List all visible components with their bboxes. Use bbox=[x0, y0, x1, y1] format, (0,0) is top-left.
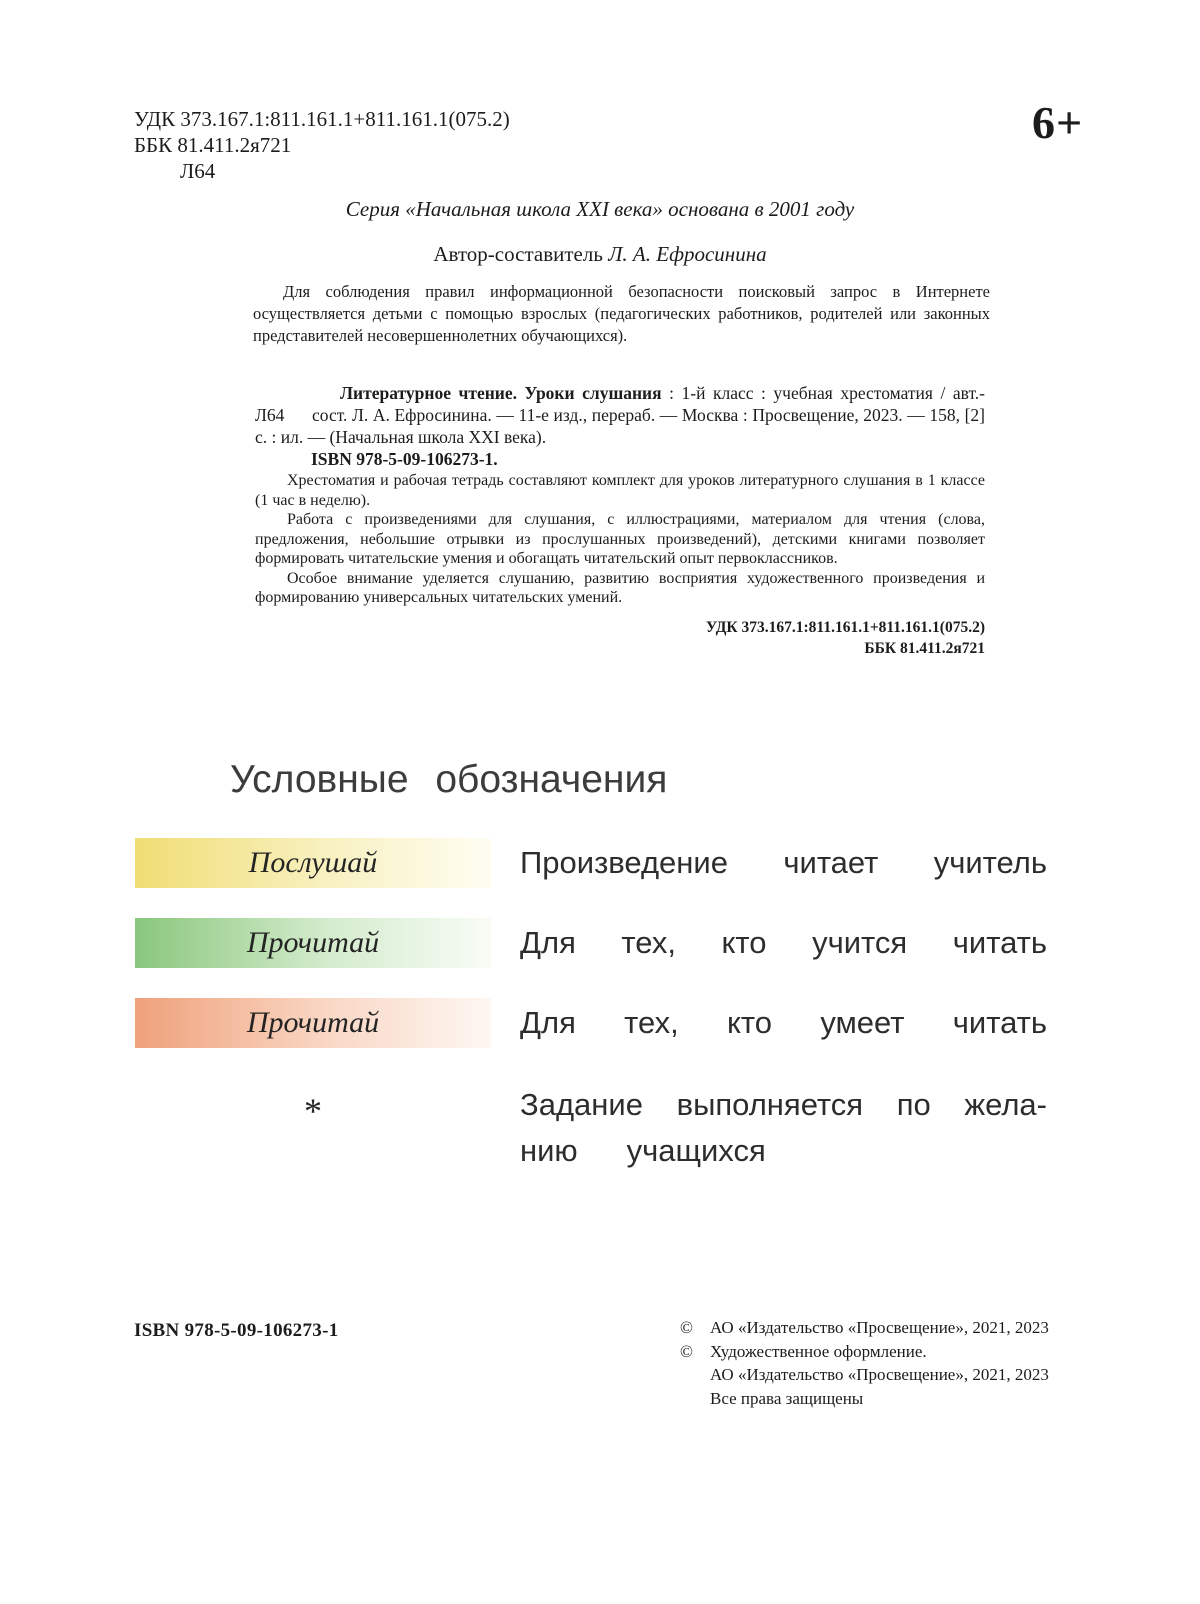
copyright-line bbox=[680, 1340, 1120, 1364]
read-badge-green-label: Прочитай bbox=[246, 926, 380, 959]
catalog-bbk: ББК 81.411.2я721 bbox=[864, 639, 985, 657]
copyright-text: Все права защищены bbox=[710, 1388, 864, 1408]
author-name: Л. А. Ефросинина bbox=[608, 242, 767, 266]
legend-row-read-learning bbox=[135, 918, 1065, 968]
catalog-entry bbox=[255, 382, 985, 448]
read-badge-green bbox=[135, 918, 491, 968]
copyright-mark bbox=[680, 1363, 710, 1387]
catalog-classification-codes bbox=[255, 617, 985, 659]
asterisk-marker bbox=[135, 1080, 491, 1130]
catalog-isbn: ISBN 978-5-09-106273-1. bbox=[311, 449, 498, 469]
legend-description bbox=[520, 1082, 1047, 1174]
listen-badge bbox=[135, 838, 491, 888]
copyright-text: АО «Издательство «Просвещение», 2021, 2023 bbox=[710, 1365, 1049, 1384]
author-sign-code: Л64 bbox=[180, 159, 216, 183]
safety-note: Для соблюдения правил информационной безопасности поисковый запрос в Интернете осуществляется детьми с помощью взрослых (педагогических работников, родителей или законных представителей несовершеннолетних обучающихся). bbox=[253, 282, 990, 345]
catalog-title-rest: : 1-й класс : учебная хрестоматия / авт.-сост. Л. А. Ефросинина. — 11-е изд., перераб. — Москва : Просвещение, 2023. — 158, [2] с. : ил. — (Начальная школа XXI века). bbox=[255, 383, 985, 447]
bbk-code: ББК 81.411.2я721 bbox=[134, 133, 292, 157]
author-line bbox=[0, 242, 1200, 267]
copyright-mark: © bbox=[680, 1318, 693, 1337]
udk-code: УДК 373.167.1:811.161.1+811.161.1(075.2) bbox=[134, 107, 510, 131]
catalog-margin-code: Л64 bbox=[255, 405, 285, 425]
legend-row-read-able bbox=[135, 998, 1065, 1048]
copyright-mark: © bbox=[680, 1341, 693, 1361]
legend-row-listen bbox=[135, 838, 1065, 888]
author-line-prefix: Автор-составитель bbox=[433, 242, 609, 266]
age-rating-badge: 6+ bbox=[1032, 97, 1084, 148]
annotation-paragraph: Работа с произведениями для слушания, с иллюстрациями, материалом для чтения (слова, предложения, небольшие отрывки из прослушанных произведений), детскими книгами позволяет формировать читательские умения и обогащать читательский опыт первоклассников. bbox=[255, 511, 985, 567]
legend-description-line: нию учащихся bbox=[520, 1133, 766, 1168]
top-classification-codes bbox=[134, 106, 510, 184]
catalog-card bbox=[255, 382, 985, 659]
legend-description: Для тех, кто умеет читать bbox=[520, 1005, 1047, 1040]
series-line: Серия «Начальная школа XXI века» основана в 2001 году bbox=[345, 197, 855, 221]
legend-title: Условные обозначения bbox=[230, 758, 668, 801]
footer-isbn: ISBN 978-5-09-106273-1 bbox=[134, 1320, 339, 1341]
copyright-block bbox=[680, 1316, 1120, 1410]
catalog-title: Литературное чтение. Уроки слушания bbox=[340, 383, 662, 403]
copyright-line bbox=[680, 1387, 1120, 1411]
legend-row-optional-task bbox=[135, 1080, 1065, 1180]
legend-description: Для тех, кто учится читать bbox=[520, 925, 1047, 960]
copyright-line bbox=[680, 1316, 1120, 1340]
copyright-line bbox=[680, 1363, 1120, 1387]
copyright-mark bbox=[680, 1387, 710, 1411]
copyright-text: Художественное оформление. bbox=[710, 1341, 927, 1361]
listen-badge-label: Послушай bbox=[248, 846, 378, 879]
read-badge-orange-label: Прочитай bbox=[246, 1006, 380, 1039]
copyright-text: АО «Издательство «Просвещение», 2021, 2023 bbox=[710, 1318, 1049, 1337]
annotation-paragraph: Хрестоматия и рабочая тетрадь составляют комплект для уроков литературного слушания в 1 классе (1 час в неделю). bbox=[255, 472, 985, 509]
legend-description: Произведение читает учитель bbox=[520, 845, 1047, 880]
read-badge-orange bbox=[135, 998, 491, 1048]
asterisk-glyph: * bbox=[304, 1091, 322, 1131]
annotation-paragraph: Особое внимание уделяется слушанию, развитию восприятия художественного произведения и формированию универсальных читательских умений. bbox=[255, 569, 985, 606]
catalog-udk: УДК 373.167.1:811.161.1+811.161.1(075.2) bbox=[705, 618, 985, 636]
legend-description-line: Задание выполняется по жела- bbox=[520, 1087, 1047, 1122]
